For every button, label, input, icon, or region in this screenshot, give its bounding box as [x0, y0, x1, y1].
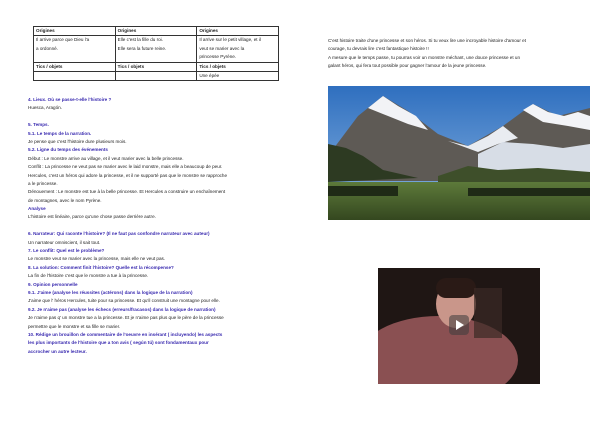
section-heading: 8. La solution: Comment finit l'histoire? Quelle est la récompense?: [28, 264, 174, 270]
table-header: Tics / objets: [197, 62, 279, 71]
text-line: Je n'aime pas q' un monstre tue a la princesse. Et je n'aime pas plus que le père de la princesse: [28, 315, 224, 321]
table-cell: [34, 72, 116, 81]
text-line: J'aime que l' héros Hercules, tuite pour sa princesse. Et qu'il construit une montagne pour elle.: [28, 298, 220, 304]
text-line: Conflit : La princesse ne veut pas se marier avec le laid monstre, mais elle a beaucoup de peur.: [28, 164, 223, 170]
section-heading: les plus importants de l'histoire que a ton avis ( según tú) sont fondamentaux pour: [28, 340, 209, 346]
text-line: La fin de l'histoire c'est que le monstre a tue à la princesse.: [28, 273, 149, 279]
section-heading: accrocher un autre lecteur.: [28, 348, 87, 354]
cell-line: Il arrive sur le petit village, et il: [199, 37, 261, 43]
section-heading: 4. Lieux. Où se passe-t-elle l'histoire ?: [28, 97, 112, 102]
table-cell: Une épée: [197, 72, 279, 81]
text-line: courage, tu devrais lire c'est fantastique histoire !!: [328, 46, 429, 52]
table-header-row: [34, 62, 279, 71]
spacer: [28, 113, 300, 121]
cell-line: Elle sera la future reine.: [117, 45, 167, 51]
text-line: de montagnes, avec le nom Pyrène.: [28, 197, 102, 203]
document-body: [28, 96, 300, 356]
section-heading: 6. Narrateur: Qui raconte l'histoire? (Il ne faut pas confondre narrateur avec auteur): [28, 231, 210, 237]
table-cell: [34, 36, 116, 62]
table-cell: [115, 36, 197, 62]
text-line: Dénouement : Le monstre est tue à la belle princesse. Et Hercules a construire un enchaînement: [28, 189, 226, 195]
text-line: Je pense que c'est l'histoire dure plusieurs mois.: [28, 138, 127, 144]
section-heading: 10. Rédige un brouillon de commentaire de l'oeuvre en insérant ( incluyendo) les aspects: [28, 331, 223, 337]
spacer: [28, 222, 300, 230]
text-line: permettre que le monstre et sa fille se marier.: [28, 323, 121, 329]
cell-line: a ordonné.: [36, 45, 58, 51]
section-heading: 9.1. J'aime (analyse les réussites (actérons) dans la logique de la narration): [28, 289, 193, 295]
section-heading: Analyse: [28, 206, 46, 212]
table-header: Origines: [197, 27, 279, 36]
section-heading: 9. Opinion personnelle: [28, 281, 78, 287]
section-heading: 7. Le conflit: Quel est le problème?: [28, 248, 105, 254]
text-line: a le princesse.: [28, 180, 58, 186]
video-player[interactable]: [378, 268, 540, 384]
table-row: [34, 72, 279, 81]
table-header: Tics / objets: [115, 62, 197, 71]
section-heading: 5.1. Le temps de la narration.: [28, 130, 92, 136]
text-line: Huesca, Aragón.: [28, 105, 62, 111]
play-button[interactable]: [449, 315, 469, 335]
table-cell: [115, 72, 197, 81]
text-line: Hercules, c'est un héros qui adore la princesse, et il ne supporté pas que le monstre se rapproche: [28, 172, 228, 178]
table-cell: [197, 36, 279, 62]
cell-line: veut se marier avec la: [199, 45, 245, 51]
left-page: [28, 0, 300, 424]
section-heading: 5.2. Ligne du temps des événements: [28, 147, 108, 153]
text-line: C'est histoire traite d'une princesse et son héros. Si tu veux lire une incroyable histoire d'amour et: [328, 38, 526, 43]
text-line: Début : Le monstre arrive au village, et il veut marier avec la belle princesse.: [28, 155, 184, 161]
right-page: [328, 0, 590, 424]
table-row: [34, 36, 279, 62]
text-line: Le monstre veut se marier avec la princesse, mais elle ne veut pas.: [28, 256, 166, 262]
table-header: Origines: [115, 27, 197, 36]
text-line: galant héros, qui fera tout possible pour gagner l'amour de la jeune princesse.: [328, 63, 487, 69]
text-line: Un narrateur omniscient, il sait tout.: [28, 239, 101, 245]
play-icon: [449, 315, 469, 335]
characters-table: [33, 26, 279, 81]
table-header-row: [34, 27, 279, 36]
mountain-photo: [328, 86, 590, 220]
section-heading: 5. Temps.: [28, 122, 49, 128]
commentary-paragraph: [328, 37, 590, 71]
table-header: Tics / objets: [34, 62, 116, 71]
cell-line: Elle c'est la fille du roi.: [117, 37, 163, 43]
table-header: Origines: [34, 27, 116, 36]
section-heading: 9.2. Je n'aime pas (analyse les échecs (erreurs/fracasos) dans la logique de narration): [28, 306, 216, 312]
cell-line: princesse Pyrène.: [199, 54, 237, 60]
text-line: L'histoire est linéaire, parce qu'une chose passe derrière autre.: [28, 214, 156, 220]
text-line: A mesure que le temps passe, tu pourras voir un monstre méchant, une douce princesse et un: [328, 54, 521, 60]
cell-line: Il arrive parce que Dieu l'a: [36, 37, 90, 43]
